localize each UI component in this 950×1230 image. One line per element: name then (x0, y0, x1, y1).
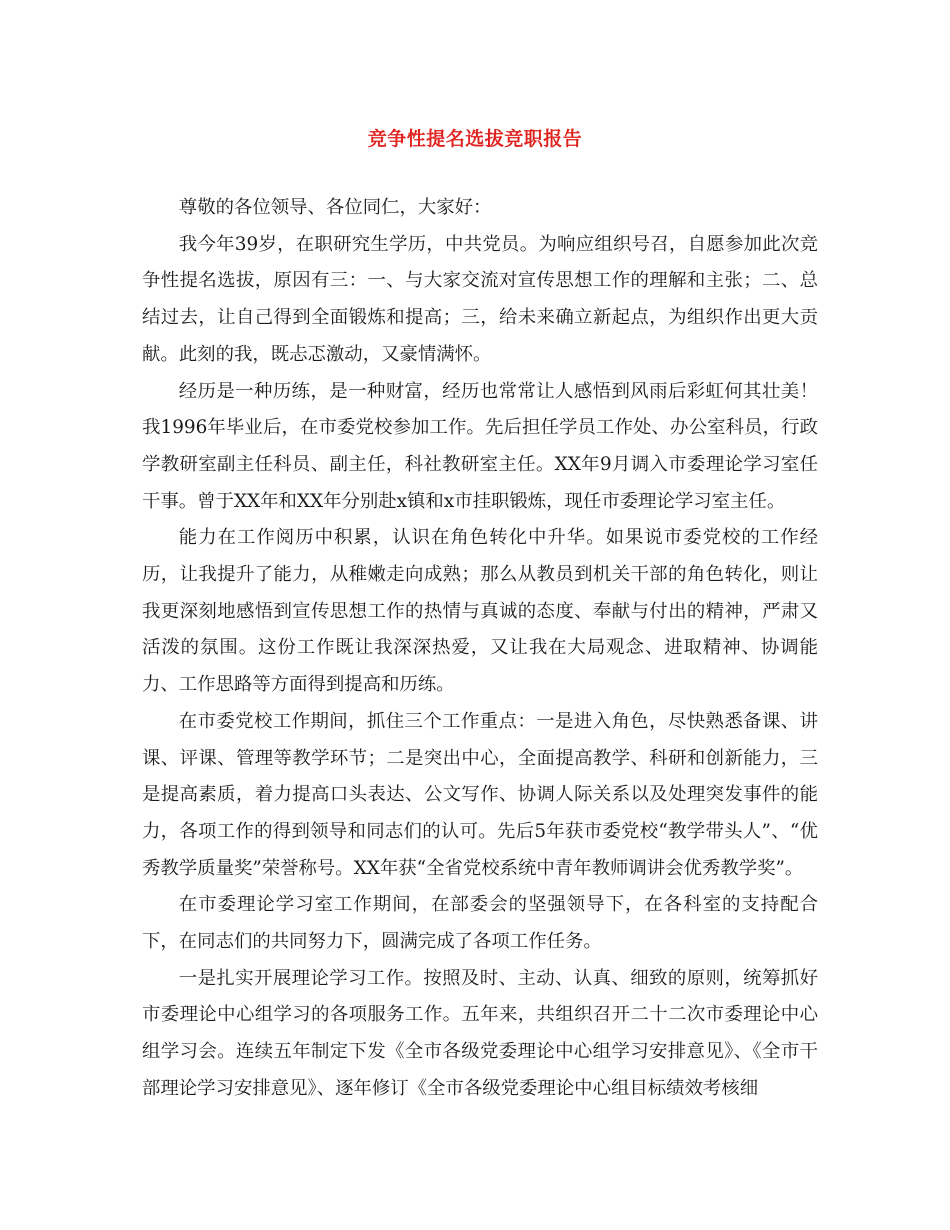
paragraph-theory-study: 一是扎实开展理论学习工作。按照及时、主动、认真、细致的原则，统筹抓好市委理论中心组学习的各项服务工作。五年来，共组织召开二十二次市委理论中心组学习会。连续五年制定下发《全市各级党委理论中心组学习安排意见》、《全市干部理论学习安排意见》、逐年修订《全市各级党委理论中心组目标绩效考核细 (142, 967, 818, 1099)
paragraph-introduction: 我今年39岁，在职研究生学历，中共党员。为响应组织号召，自愿参加此次竞争性提名选拔，原因有三：一、与大家交流对宣传思想工作的理解和主张；二、总结过去，让自己得到全面锻炼和提高；三，给未来确立新起点，为组织作出更大贡献。此刻的我，既忐忑激动，又豪情满怀。 (142, 233, 818, 365)
document-title: 竞争性提名选拔竞职报告 (367, 128, 583, 150)
paragraph-theory-office: 在市委理论学习室工作期间，在部委会的坚强领导下，在各科室的支持配合下，在同志们的共同努力下，圆满完成了各项工作任务。 (142, 894, 818, 953)
paragraph-party-school: 在市委党校工作期间，抓住三个工作重点：一是进入角色，尽快熟悉备课、讲课、评课、管理等教学环节；二是突出中心，全面提高教学、科研和创新能力，三是提高素质，着力提高口头表达、公文写作、协调人际关系以及处理突发事件的能力，各项工作的得到领导和同志们的认可。先后5年获市委党校“教学带头人”、“优秀教学质量奖”荣誉称号。XX年获“全省党校系统中青年教师调讲会优秀教学奖”。 (142, 710, 818, 879)
paragraph-experience: 经历是一种历练，是一种财富，经历也常常让人感悟到风雨后彩虹何其壮美！我1996年毕业后，在市委党校参加工作。先后担任学员工作处、办公室科员，行政学教研室副主任科员、副主任，科社教研室主任。XX年9月调入市委理论学习室任干事。曾于XX年和XX年分别赴x镇和x市挂职锻炼，现任市委理论学习室主任。 (142, 380, 818, 512)
paragraph-greeting: 尊敬的各位领导、各位同仁，大家好： (178, 197, 492, 218)
paragraph-ability: 能力在工作阅历中积累，认识在角色转化中升华。如果说市委党校的工作经历，让我提升了能力，从稚嫩走向成熟；那么从教员到机关干部的角色转化，则让我更深刻地感悟到宣传思想工作的热情与真诚的态度、奉献与付出的精神，严肃又活泼的氛围。这份工作既让我深深热爱，又让我在大局观念、进取精神、协调能力、工作思路等方面得到提高和历练。 (142, 527, 818, 696)
document-body (142, 190, 818, 1108)
